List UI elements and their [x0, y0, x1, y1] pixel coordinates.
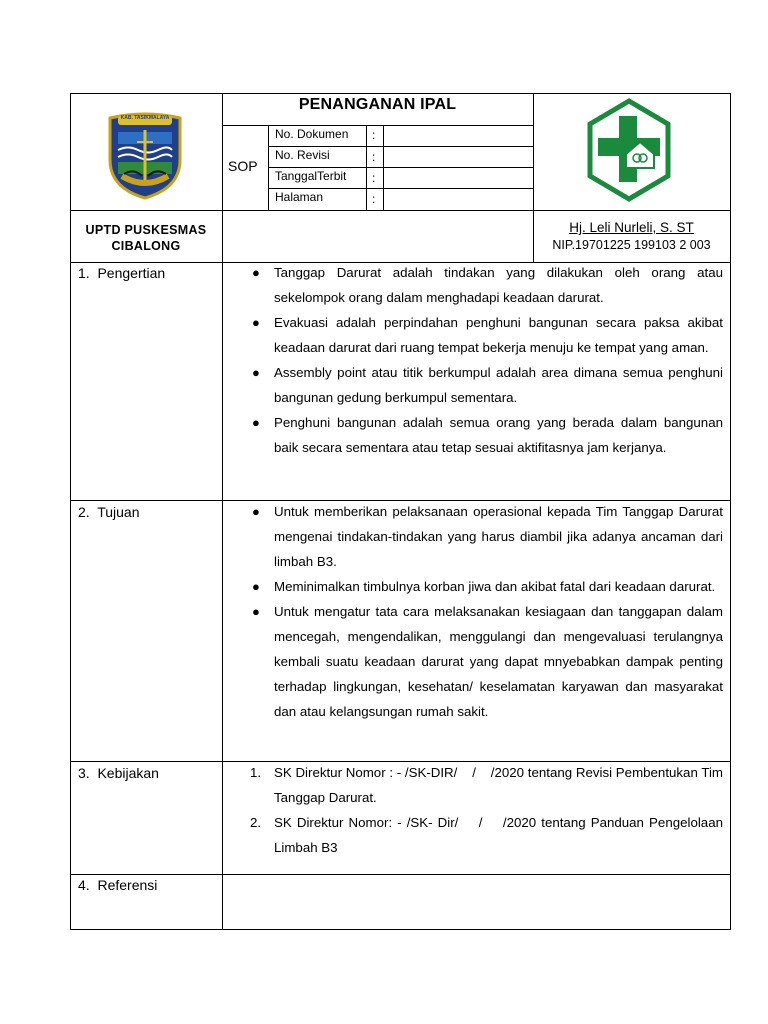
section-label-referensi: 4. Referensi [78, 877, 158, 893]
meta-sep: : [372, 128, 376, 142]
signatory-name: Hj. Leli Nurleli, S. ST [569, 220, 694, 235]
list-item: ● Assembly point atau titik berkumpul adalah area dimana semua penghuni bangunan gedung berkumpul sementara. [252, 365, 723, 405]
meta-sep: : [372, 192, 376, 206]
crest-caption: KAB. TASIKMALAYA [120, 115, 170, 121]
meta-sep: : [372, 150, 376, 164]
document-title: PENANGANAN IPAL [298, 96, 457, 113]
list-item: ● Evakuasi adalah perpindahan penghuni bangunan secara paksa akibat keadaan darurat dari ruang tempat bekerja menuju ke tempat yang aman. [252, 315, 723, 355]
list-item: ● Untuk mengatur tata cara melaksanakan kesiagaan dan tanggapan dalam mencegah, mengendalikan, menggulangi dan mengevaluasi terulangnya kembali suatu keadaan darurat yang dapat mnyebabkan dampak penting terhadap lingkungan, kesehatan/ keselamatan karyawan dan masyarakat dan atau kelangsungan rumah sakit. [252, 604, 723, 719]
list-item: 1. SK Direktur Nomor : - /SK-DIR/ / /2020 tentang Revisi Pembentukan Tim Tanggap Darurat. [250, 765, 727, 805]
list-item: ● Meminimalkan timbulnya korban jiwa dan akibat fatal dari keadaan darurat. [252, 579, 716, 594]
meta-label-tanggal-terbit: TanggalTerbit [275, 169, 347, 183]
list-item: ● Tanggap Darurat adalah tindakan yang dilakukan oleh orang atau sekelompok orang dalam menghadapi keadaan darurat. [252, 265, 723, 305]
section-body-pengertian [252, 260, 723, 460]
section-body-kebijakan [250, 760, 727, 860]
section-label-kebijakan: 3. Kebijakan [78, 765, 159, 781]
list-item: ● Penghuni bangunan adalah semua orang yang berada dalam bangunan baik secara sementara atau tetap sesuai aktifitasnya jam kerjanya. [252, 415, 723, 455]
institution-line2: CIBALONG [111, 239, 181, 253]
meta-label-no-revisi: No. Revisi [275, 148, 330, 162]
kabupaten-crest-icon [104, 110, 186, 200]
puskesmas-logo-icon [586, 98, 672, 202]
section-label-pengertian: 1. Pengertian [78, 265, 166, 281]
signatory-nip: NIP.19701225 199103 2 003 [552, 238, 711, 252]
meta-sep: : [372, 171, 376, 185]
section-body-tujuan [252, 499, 723, 724]
institution-name [70, 222, 222, 254]
list-item: ● Untuk memberikan pelaksanaan operasional kepada Tim Tanggap Darurat mengenai tindakan-tindakan yang harus diambil jika adanya ancaman dari limbah B3. [252, 504, 723, 569]
meta-label-halaman: Halaman [275, 190, 324, 204]
meta-label-no-dokumen: No. Dokumen [275, 127, 349, 141]
institution-line1: UPTD PUSKESMAS [85, 223, 207, 237]
sop-label: SOP [228, 158, 258, 174]
section-label-tujuan: 2. Tujuan [78, 504, 140, 520]
list-item: 2. SK Direktur Nomor: - /SK- Dir/ / /2020 tentang Panduan Pengelolaan Limbah B3 [250, 815, 727, 855]
